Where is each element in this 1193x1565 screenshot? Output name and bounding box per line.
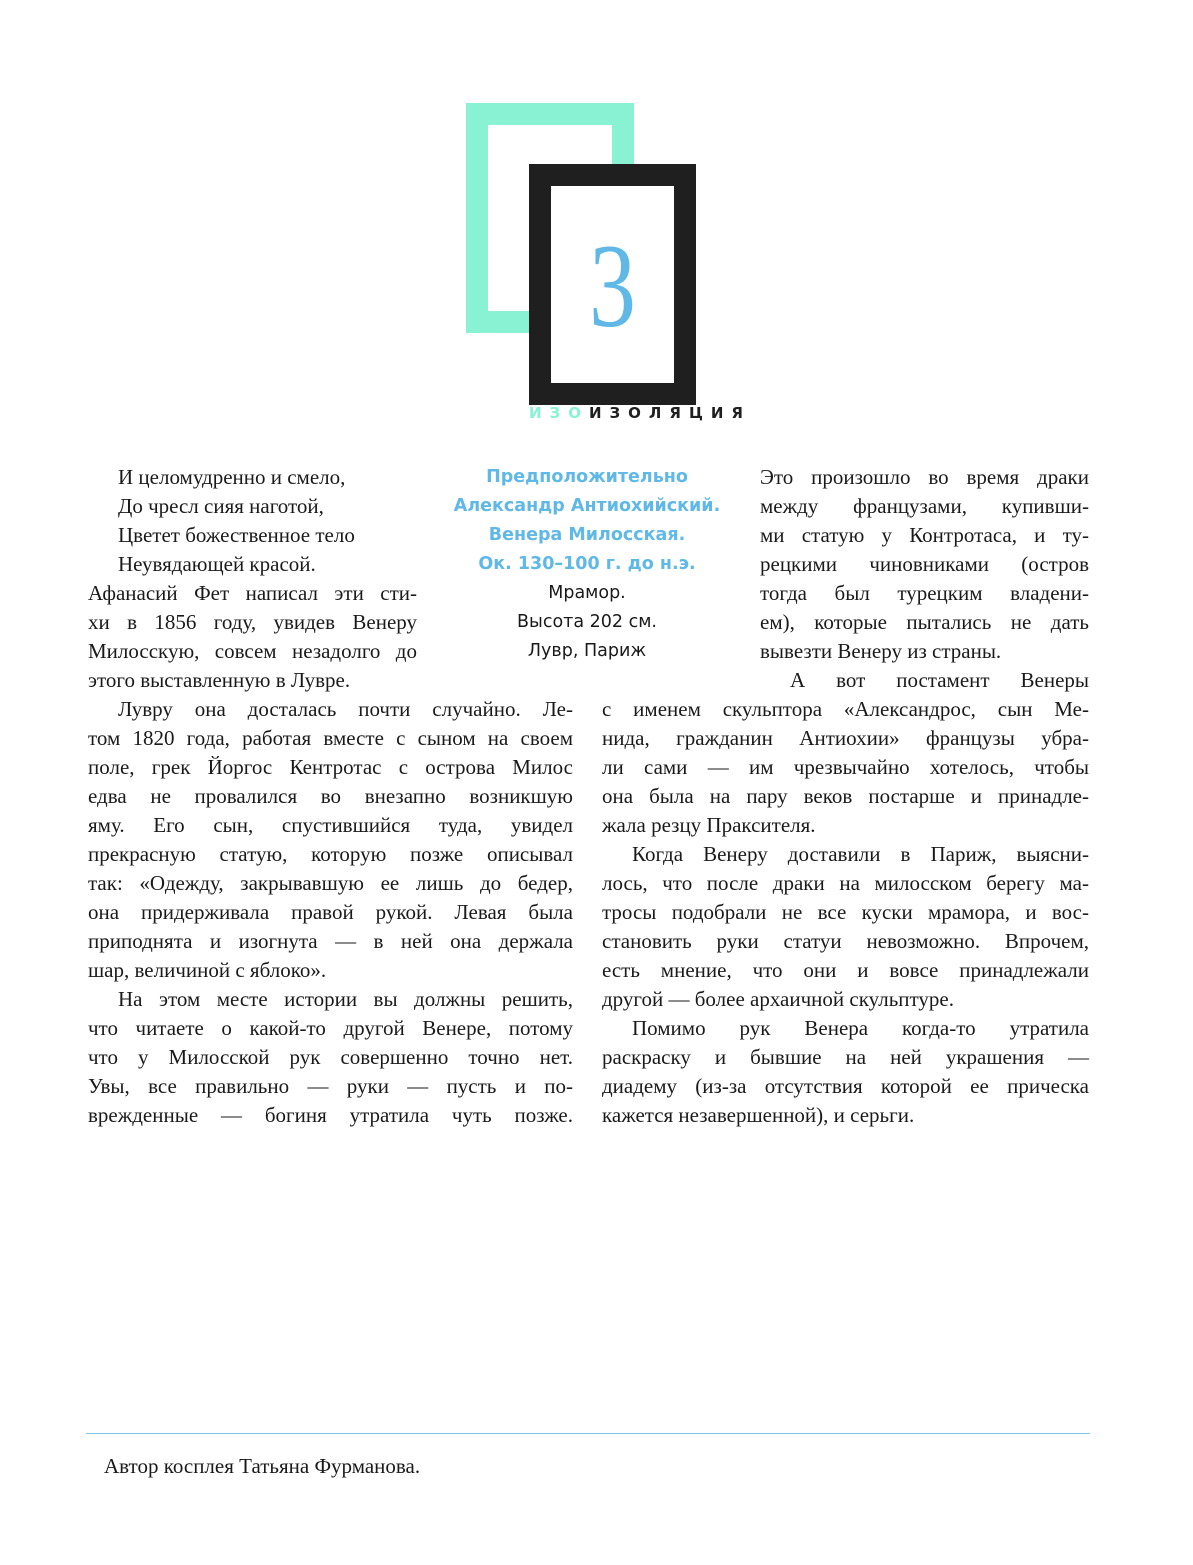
chapter-logo — [0, 0, 1193, 440]
caption-detail-line: Лувр, Париж — [527, 641, 647, 661]
body-text-line: Милосскую, совсем незадолго до — [88, 639, 417, 663]
body-text-line: кажется незавершенной), и серьги. — [602, 1103, 915, 1127]
body-text-line: поле, грек Йоргос Кентротас с острова Милос — [88, 755, 573, 779]
body-text-line: она придерживала правой рукой. Левая была — [88, 900, 573, 924]
body-text-line: Помимо рук Венера когда-то утратила — [632, 1016, 1089, 1040]
body-text-line: яму. Его сын, спустившийся туда, увидел — [88, 813, 573, 837]
body-text-line: есть мнение, что они и вовсе принадлежали — [602, 958, 1089, 982]
body-text-line: другой — более архаичной скульптуре. — [602, 987, 954, 1011]
body-text-line: врежденные — богиня утратила чуть позже. — [88, 1103, 573, 1127]
body-text-line: тогда был турецким владени- — [760, 581, 1089, 605]
body-text-line: На этом месте истории вы должны решить, — [118, 987, 573, 1011]
poem-line: Цветет божественное тело — [118, 523, 355, 547]
body-text-line: тросы подобрали не все куски мрамора, и вос- — [602, 900, 1089, 924]
body-text-line: этого выставленную в Лувре. — [88, 668, 351, 692]
chapter-number: 3 — [589, 219, 636, 352]
body-text-line: ем), которые пытались не дать — [760, 610, 1089, 634]
body-text-line: что у Милосской рук совершенно точно нет. — [88, 1045, 573, 1069]
section-title-accent: ИЗО — [529, 404, 589, 422]
body-text-line: она была на пару веков постарше и принадле- — [602, 784, 1089, 808]
caption-detail-line: Мрамор. — [548, 583, 626, 603]
caption-detail-line: Высота 202 см. — [517, 612, 657, 632]
caption-title-line: Александр Антиохийский. — [453, 496, 721, 516]
body-text-line: раскраску и бывшие на ней украшения — — [602, 1045, 1089, 1069]
poem-line: И целомудренно и смело, — [118, 465, 346, 489]
body-text-line: прекрасную статую, которую позже описывал — [88, 842, 573, 866]
footnote: Автор косплея Татьяна Фурманова. — [104, 1454, 421, 1478]
body-text-line: становить руки статуи невозможно. Впрочем, — [602, 929, 1089, 953]
body-text-line: шар, величиной с яблоко». — [88, 958, 327, 982]
footnote-divider — [86, 1433, 1090, 1434]
caption-title-line: Предположительно — [486, 467, 688, 487]
caption-title-line: Ок. 130–100 г. до н.э. — [478, 554, 696, 574]
poem-line: Неувядающей красой. — [118, 552, 316, 576]
body-text-line: А вот постамент Венеры — [790, 668, 1089, 692]
body-text-line: лось, что после драки на милосском берегу ма- — [602, 871, 1089, 895]
section-title — [529, 404, 751, 422]
body-text-line: что читаете о какой-то другой Венере, потому — [88, 1016, 573, 1040]
body-text-line: едва не провалился во внезапно возникшую — [88, 784, 573, 808]
body-text-line: с именем скульптора «Александрос, сын Ме- — [602, 697, 1089, 721]
body-text-line: Когда Венеру доставили в Париж, выясни- — [632, 842, 1089, 866]
body-text-line: Увы, все правильно — руки — пусть и по- — [88, 1074, 573, 1098]
body-text-line: рецкими чиновниками (остров — [760, 552, 1089, 576]
body-text-line: приподнята и изогнута — в ней она держала — [88, 929, 573, 953]
body-text-line: вывезти Венеру из страны. — [760, 639, 1002, 663]
body-text-line: хи в 1856 году, увидев Венеру — [88, 610, 417, 634]
body-text-line: Это произошло во время драки — [760, 465, 1089, 489]
body-text-line: том 1820 года, работая вместе с сыном на своем — [88, 726, 573, 750]
poem-line: До чресл сияя наготой, — [118, 494, 324, 518]
body-text-line: ми статую у Контротаса, и ту- — [760, 523, 1089, 547]
body-text-line: Афанасий Фет написал эти сти- — [88, 581, 417, 605]
body-text-line: диадему (из-за отсутствия которой ее прическа — [602, 1074, 1089, 1098]
body-text-line: ли сами — им чрезвычайно хотелось, чтобы — [602, 755, 1089, 779]
body-text-line: Лувру она досталась почти случайно. Ле- — [118, 697, 573, 721]
body-text-line: между французами, купивши- — [760, 494, 1089, 518]
body-text-line: так: «Одежду, закрывавшую ее лишь до бедер, — [88, 871, 573, 895]
body-text-line: нида, гражданин Антиохии» французы убра- — [602, 726, 1089, 750]
black-frame-decoration — [529, 164, 696, 405]
section-title-main: ИЗОЛЯЦИЯ — [588, 404, 751, 422]
caption-title-line: Венера Милосская. — [488, 525, 686, 545]
body-text-line: жала резцу Праксителя. — [602, 813, 816, 837]
